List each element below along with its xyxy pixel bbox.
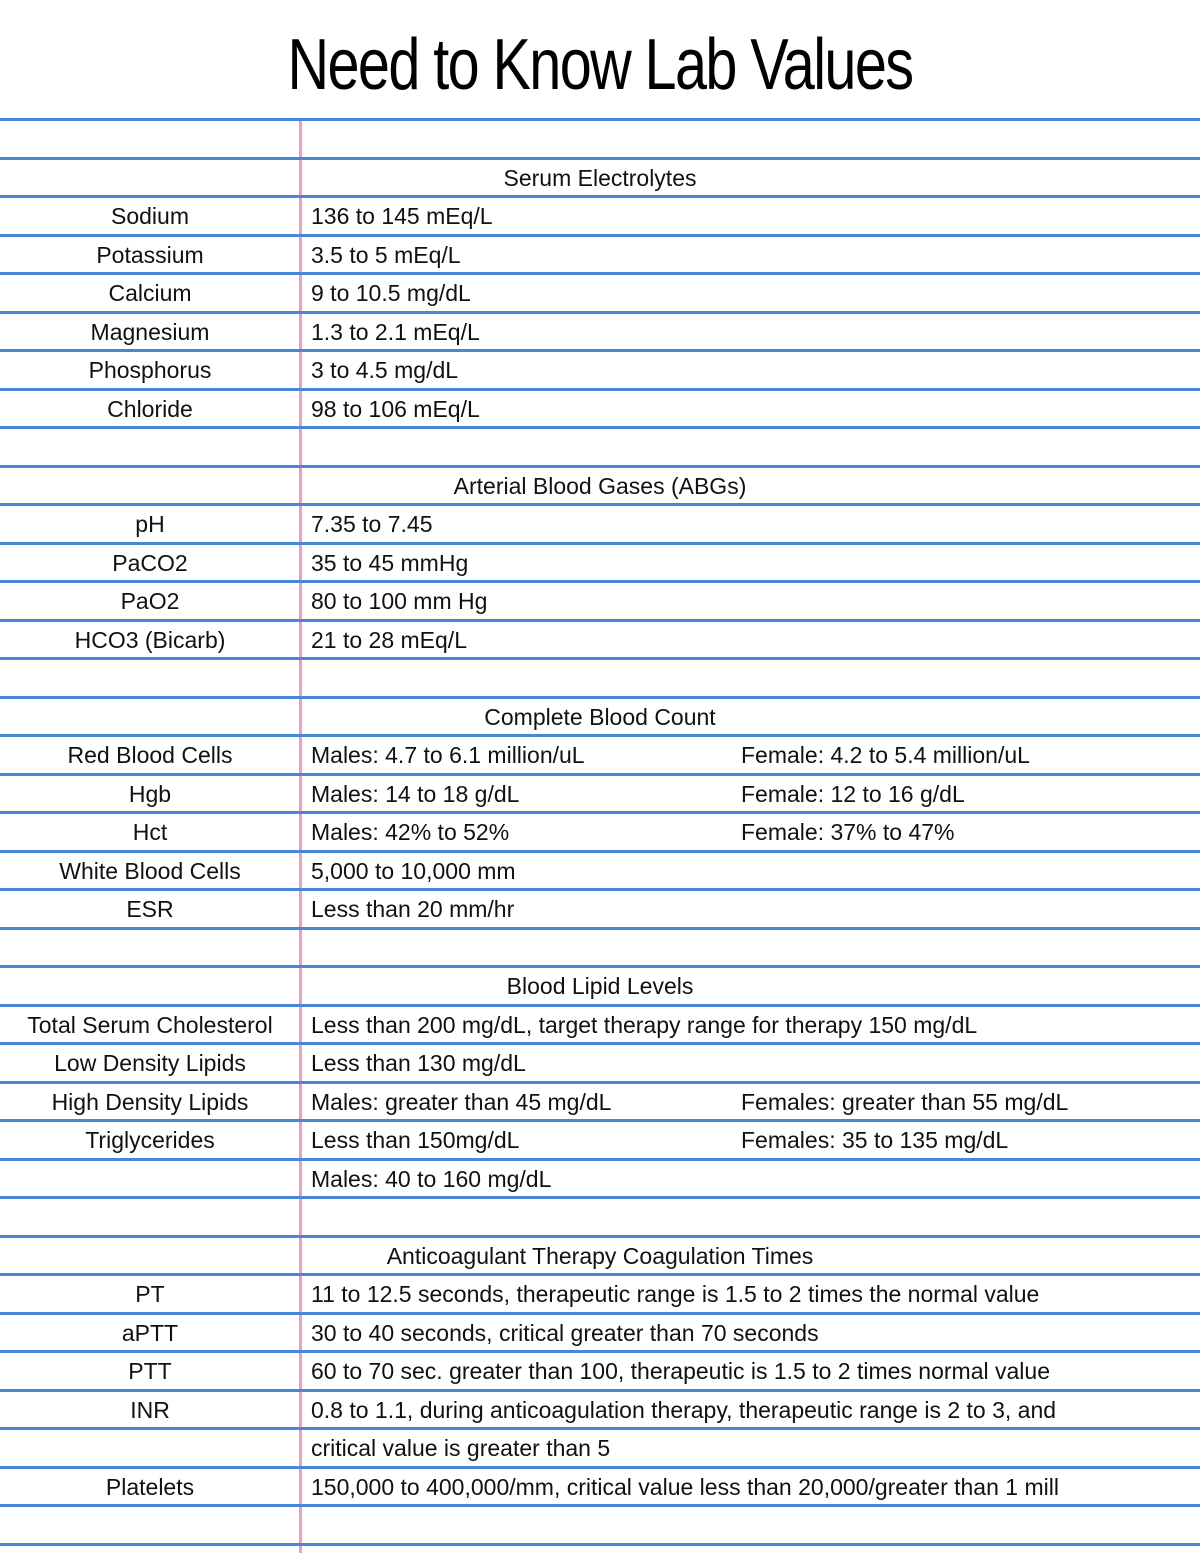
lab-value-row xyxy=(0,1044,1200,1082)
lab-value-row xyxy=(0,1006,1200,1044)
lab-test-name: aPTT xyxy=(121,1320,179,1346)
lab-value-row xyxy=(0,621,1200,659)
lab-test-name xyxy=(0,1429,300,1467)
lab-value-row xyxy=(0,736,1200,774)
lab-test-name: Chloride xyxy=(107,396,193,422)
lab-normal-range: Less than 20 mm/hr xyxy=(311,896,515,922)
lab-value-row xyxy=(0,775,1200,813)
section-heading: Serum Electrolytes xyxy=(503,165,697,191)
lab-normal-range: Males: 40 to 160 mg/dL xyxy=(311,1166,552,1192)
section-heading: Anticoagulant Therapy Coagulation Times xyxy=(386,1243,814,1269)
lab-value-row xyxy=(0,852,1200,890)
lab-test-name: Platelets xyxy=(105,1474,195,1500)
lab-normal-range: 11 to 12.5 seconds, therapeutic range is 1.5 to 2 times the normal value xyxy=(311,1281,1040,1307)
lab-normal-range: 35 to 45 mmHg xyxy=(311,550,469,576)
lab-value-row xyxy=(0,390,1200,428)
lab-test-name: pH xyxy=(135,511,165,537)
blank-row xyxy=(0,1198,1200,1236)
lab-normal-range: 21 to 28 mEq/L xyxy=(311,627,467,653)
lab-test-name: White Blood Cells xyxy=(59,858,241,884)
lab-test-name: HCO3 (Bicarb) xyxy=(74,627,226,653)
lab-value-row xyxy=(0,1121,1200,1159)
lab-normal-range: 98 to 106 mEq/L xyxy=(311,396,480,422)
lab-value-row xyxy=(0,351,1200,389)
lab-value-row xyxy=(0,1429,1200,1467)
blank-row xyxy=(0,1506,1200,1544)
lab-normal-range: Males: 4.7 to 6.1 million/uL xyxy=(311,742,585,768)
lab-test-name: Sodium xyxy=(111,203,189,229)
lab-test-name: Triglycerides xyxy=(85,1127,215,1153)
section-heading-row xyxy=(0,467,1200,505)
lab-test-name: Potassium xyxy=(96,242,204,268)
lab-normal-range: 0.8 to 1.1, during anticoagulation therapy, therapeutic range is 2 to 3, and xyxy=(311,1397,1057,1423)
blank-row xyxy=(0,428,1200,466)
lab-value-row xyxy=(0,813,1200,851)
lab-normal-range: Males: 14 to 18 g/dL xyxy=(311,781,520,807)
lab-value-row xyxy=(0,1083,1200,1121)
lab-test-name: PT xyxy=(135,1281,165,1307)
lab-value-row xyxy=(0,313,1200,351)
lab-normal-range-secondary: Female: 12 to 16 g/dL xyxy=(741,781,965,807)
lab-normal-range: Less than 130 mg/dL xyxy=(311,1050,526,1076)
lab-test-name: High Density Lipids xyxy=(51,1089,249,1115)
lab-value-row xyxy=(0,1314,1200,1352)
lab-value-row xyxy=(0,1275,1200,1313)
lab-normal-range: Less than 200 mg/dL, target therapy range for therapy 150 mg/dL xyxy=(311,1012,978,1038)
lab-normal-range-secondary: Female: 37% to 47% xyxy=(741,819,955,845)
lab-value-row xyxy=(0,1391,1200,1429)
lab-value-row xyxy=(0,197,1200,235)
section-heading: Complete Blood Count xyxy=(484,704,716,730)
section-heading-row xyxy=(0,1237,1200,1275)
lab-value-row xyxy=(0,1160,1200,1198)
lab-test-name: Hgb xyxy=(128,781,172,807)
lab-test-name: PTT xyxy=(128,1358,172,1384)
lab-normal-range: 60 to 70 sec. greater than 100, therapeutic is 1.5 to 2 times normal value xyxy=(311,1358,1050,1384)
lab-normal-range: Less than 150mg/dL xyxy=(311,1127,520,1153)
lab-normal-range: 3.5 to 5 mEq/L xyxy=(311,242,461,268)
blank-row xyxy=(0,120,1200,158)
lab-normal-range: 9 to 10.5 mg/dL xyxy=(311,280,471,306)
lab-normal-range: 5,000 to 10,000 mm xyxy=(311,858,516,884)
lab-value-row xyxy=(0,505,1200,543)
lab-test-name: Total Serum Cholesterol xyxy=(27,1012,273,1038)
lab-value-row xyxy=(0,890,1200,928)
lab-value-row xyxy=(0,274,1200,312)
section-heading-row xyxy=(0,967,1200,1005)
lab-normal-range: 7.35 to 7.45 xyxy=(311,511,433,537)
lab-test-name: PaO2 xyxy=(120,588,180,614)
lab-normal-range-secondary: Females: 35 to 135 mg/dL xyxy=(741,1127,1009,1153)
lab-test-name: Hct xyxy=(132,819,168,845)
lab-normal-range: Males: greater than 45 mg/dL xyxy=(311,1089,612,1115)
section-heading-row xyxy=(0,698,1200,736)
lab-normal-range: Males: 42% to 52% xyxy=(311,819,510,845)
lab-value-row xyxy=(0,1352,1200,1390)
section-heading-row xyxy=(0,159,1200,197)
lab-normal-range: critical value is greater than 5 xyxy=(311,1435,611,1461)
lab-test-name: Red Blood Cells xyxy=(67,742,233,768)
lab-test-name: ESR xyxy=(126,896,174,922)
lab-test-name: Calcium xyxy=(108,280,192,306)
lab-normal-range-secondary: Female: 4.2 to 5.4 million/uL xyxy=(741,742,1030,768)
lab-normal-range: 30 to 40 seconds, critical greater than 70 seconds xyxy=(311,1320,819,1346)
lab-test-name: PaCO2 xyxy=(112,550,188,576)
blank-row xyxy=(0,659,1200,697)
blank-row xyxy=(0,929,1200,967)
lab-normal-range: 150,000 to 400,000/mm, critical value less than 20,000/greater than 1 mill xyxy=(311,1474,1059,1500)
lab-test-name: INR xyxy=(130,1397,170,1423)
lab-value-row xyxy=(0,544,1200,582)
lab-normal-range: 80 to 100 mm Hg xyxy=(311,588,488,614)
lab-test-name: Magnesium xyxy=(90,319,210,345)
section-heading: Arterial Blood Gases (ABGs) xyxy=(453,473,747,499)
lab-test-name xyxy=(0,1160,300,1198)
lab-test-name: Phosphorus xyxy=(88,357,212,383)
lab-value-row xyxy=(0,582,1200,620)
lab-value-row xyxy=(0,1468,1200,1506)
lab-test-name: Low Density Lipids xyxy=(54,1050,246,1076)
lab-value-row xyxy=(0,236,1200,274)
lab-normal-range: 136 to 145 mEq/L xyxy=(311,203,493,229)
lab-normal-range: 1.3 to 2.1 mEq/L xyxy=(311,319,480,345)
page-title: Need to Know Lab Values xyxy=(287,25,913,105)
lab-normal-range-secondary: Females: greater than 55 mg/dL xyxy=(741,1089,1069,1115)
section-heading: Blood Lipid Levels xyxy=(506,973,694,999)
lab-normal-range: 3 to 4.5 mg/dL xyxy=(311,357,459,383)
